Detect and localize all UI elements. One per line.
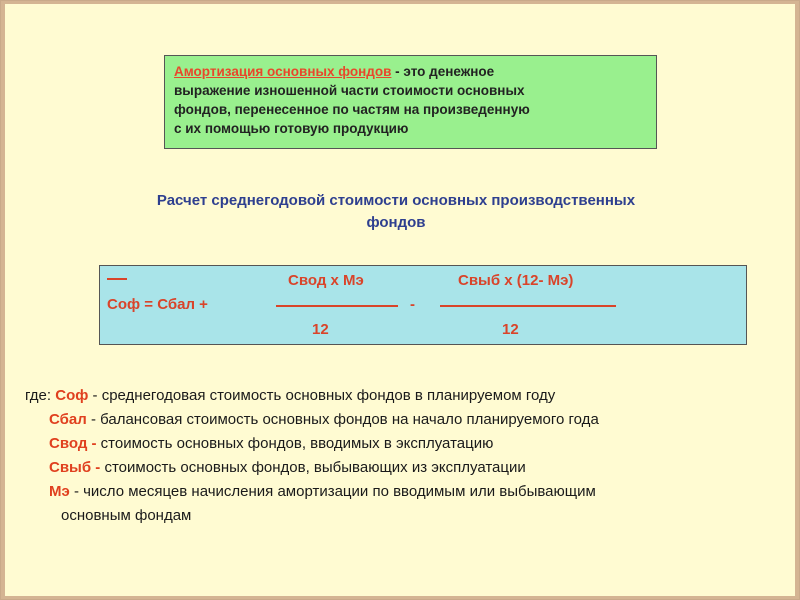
- formula-box: [99, 265, 747, 345]
- legend-row-svvod: [49, 435, 493, 452]
- formula-minus: -: [410, 296, 415, 313]
- legend-description: стоимость основных фондов, выбывающих из эксплуатации: [100, 459, 526, 476]
- slide-border-right: [795, 1, 799, 599]
- definition-line-3: фондов, перенесенное по частям на произведенную: [174, 102, 530, 117]
- legend-row-sbal: [49, 411, 599, 428]
- slide-border-top: [1, 1, 799, 4]
- legend-symbol: Соф: [55, 387, 89, 404]
- definition-text-1: это денежное: [403, 64, 495, 79]
- legend-description: - балансовая стоимость основных фондов на начало планируемого года: [86, 411, 599, 428]
- legend-row-me: [49, 483, 596, 500]
- definition-term: Амортизация основных фондов: [174, 64, 392, 79]
- formula-numerator-out: Свыб х (12- Мэ): [458, 272, 574, 289]
- definition-dash: -: [391, 64, 404, 79]
- slide-border-left: [1, 1, 5, 599]
- formula-denominator-in: 12: [312, 321, 329, 338]
- definition-line-4: с их помощью готовую продукцию: [174, 121, 409, 136]
- legend-row-soft: [25, 387, 555, 404]
- formula-denominator-out: 12: [502, 321, 519, 338]
- formula-numerator-in: Свод х Мэ: [288, 272, 364, 289]
- legend-description: - число месяцев начисления амортизации по вводимым или выбывающим: [69, 483, 596, 500]
- fraction-line-in: [276, 305, 398, 307]
- legend-intro: где:: [25, 387, 56, 404]
- legend-symbol: Мэ: [49, 483, 70, 500]
- legend-symbol: Свыб -: [49, 459, 101, 476]
- definition-line-2: выражение изношенной части стоимости основных: [174, 83, 525, 98]
- average-overbar: [107, 278, 127, 280]
- legend-continuation: основным фондам: [61, 507, 192, 524]
- formula-lhs: Соф = Сбал +: [107, 296, 208, 313]
- section-title-line-1: Расчет среднегодовой стоимости основных производственных: [156, 192, 636, 209]
- legend-description: - среднегодовая стоимость основных фондов в планируемом году: [88, 387, 556, 404]
- definition-box: [164, 55, 657, 149]
- slide-border-bottom: [1, 596, 799, 599]
- legend-row-svyb: [49, 459, 526, 476]
- definition-line-1: [174, 62, 650, 81]
- section-title: [61, 190, 731, 234]
- legend-description: стоимость основных фондов, вводимых в эксплуатацию: [96, 435, 494, 452]
- legend-symbol: Свод -: [49, 435, 97, 452]
- section-title-line-2: фондов: [366, 214, 426, 231]
- fraction-line-out: [440, 305, 616, 307]
- legend-symbol: Сбал: [49, 411, 87, 428]
